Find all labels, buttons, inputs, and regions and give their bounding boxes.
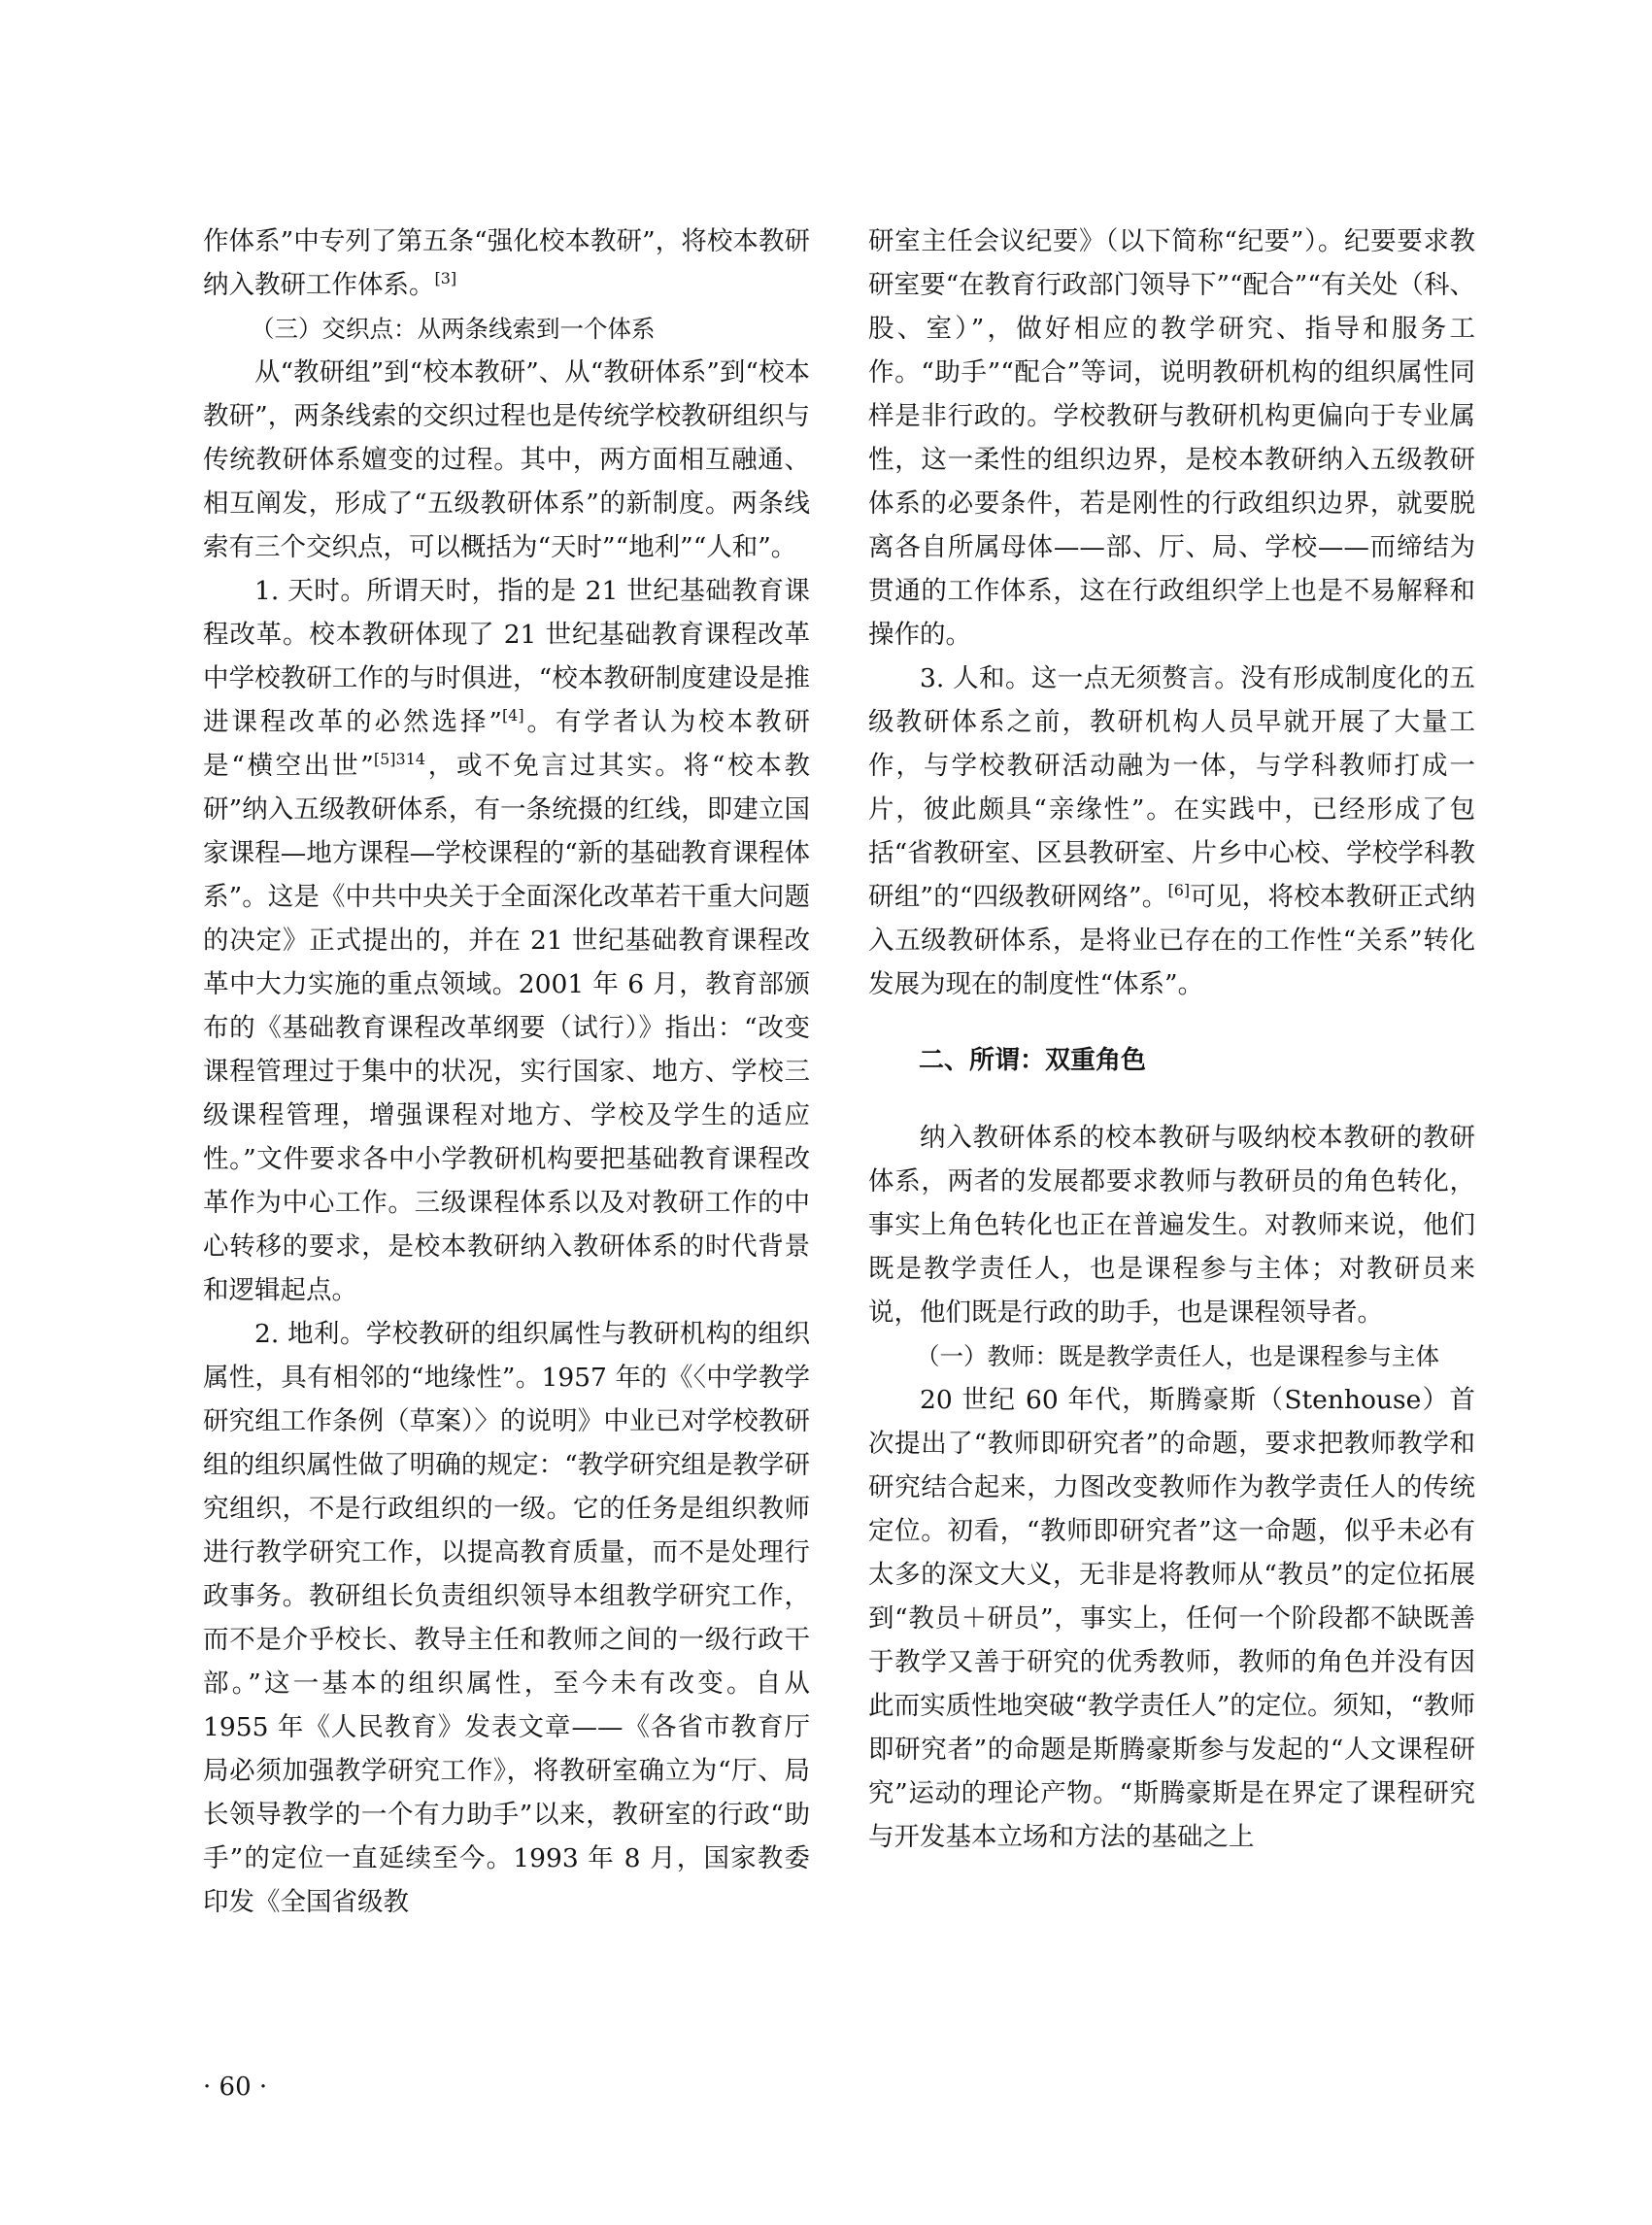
citation-ref: [3] [434,269,457,288]
page-number: · 60 · [203,2073,268,2102]
section-heading: 二、所谓：双重角色 [919,1046,1147,1075]
paragraph: 3. 人和。这一点无须赘言。没有形成制度化的五级教研体系之前，教研机构人员早就开展了大量工作，与学校教研活动融为一体，与学科教师打成一片，彼此颇具“亲缘性”。在实践中，已经形成了包括“省教研室、区县教研室、片乡中心校、学校学科教研组”的“四级教研网络”。[6]可见，将校本教研正式纳入五级教研体系，是将业已存在的工作性“关系”转化发展为现在的制度性“体系”。 [868,663,1475,999]
paragraph: 从“教研组”到“校本教研”、从“教研体系”到“校本教研”，两条线索的交织过程也是传统学校教研组织与传统教研体系嬗变的过程。其中，两方面相互融通、相互阐发，形成了“五级教研体系”的新制度。两条线索有三个交织点，可以概括为“天时”“地利”“人和”。 [203,357,810,562]
left-column [203,219,810,1924]
paragraph: 研室主任会议纪要》（以下简称“纪要”）。纪要要求教研室要“在教育行政部门领导下”“配合”“有关处（科、股、室）”，做好相应的教学研究、指导和服务工作。“助手”“配合”等词，说明教研机构的组织属性同样是非行政的。学校教研与教研机构更偏向于专业属性，这一柔性的组织边界，是校本教研纳入五级教研体系的必要条件，若是刚性的行政组织边界，就要脱离各自所属母体——部、厅、局、学校——而缔结为贯通的工作体系，这在行政组织学上也是不易解释和操作的。 [868,226,1475,650]
paragraph: 作体系”中专列了第五条“强化校本教研”，将校本教研纳入教研工作体系。[3] [203,226,810,300]
paragraph: 2. 地利。学校教研的组织属性与教研机构的组织属性，具有相邻的“地缘性”。1957 年的《〈中学教学研究组工作条例（草案）〉的说明》中业已对学校教研组的组织属性做了明确的规定：“教学研究组是教学研究组织，不是行政组织的一级。它的任务是组织教师进行教学研究工作，以提高教育质量，而不是处理行政事务。教研组长负责组织领导本组教学研究工作，而不是介乎校长、教导主任和教师之间的一级行政干部。”这一基本的组织属性，至今未有改变。自从 1955 年《人民教育》发表文章——《各省市教育厅局必须加强教学研究工作》，将教研室确立为“厅、局长领导教学的一个有力助手”以来，教研室的行政“助手”的定位一直延续至今。1993 年 8 月，国家教委印发《全国省级教 [203,1319,810,1917]
citation-ref: [6] [1167,881,1191,900]
subsection-heading: （三）交织点：从两条线索到一个体系 [251,315,656,343]
right-column [868,219,1475,1859]
paragraph: 1. 天时。所谓天时，指的是 21 世纪基础教育课程改革。校本教研体现了 21 世纪基础教育课程改革中学校教研工作的与时俱进，“校本教研制度建设是推进课程改革的必然选择”[4]。有学者认为校本教研是“横空出世”$^{[5]314}$，或不免言过其实。将“校本教研”纳入五级教研体系，有一条统摄的红线，即建立国家课程—地方课程—学校课程的“新的基础教育课程体系”。这是《中共中央关于全面深化改革若干重大问题的决定》正式提出的，并在 21 世纪基础教育课程改革中大力实施的重点领域。2001 年 6 月，教育部颁布的《基础教育课程改革纲要（试行）》指出：“改变课程管理过于集中的状况，实行国家、地方、学校三级课程管理，增强课程对地方、学校及学生的适应性。”文件要求各中小学教研机构要把基础教育课程改革作为中心工作。三级课程体系以及对教研工作的中心转移的要求，是校本教研纳入教研体系的时代背景和逻辑起点。 [203,576,810,1305]
paragraph: 20 世纪 60 年代，斯腾豪斯（Stenhouse）首次提出了“教师即研究者”的命题，要求把教师教学和研究结合起来，力图改变教师作为教学责任人的传统定位。初看，“教师即研究者”这一命题，似乎未必有太多的深文大义，无非是将教师从“教员”的定位拓展到“教员＋研员”，事实上，任何一个阶段都不缺既善于教学又善于研究的优秀教师，教师的角色并没有因此而实质性地突破“教学责任人”的定位。须知，“教师即研究者”的命题是斯腾豪斯参与发起的“人文课程研究”运动的理论产物。“斯腾豪斯是在界定了课程研究与开发基本立场和方法的基础之上 [868,1385,1475,1852]
citation-ref: [4] [501,706,524,725]
paragraph: 纳入教研体系的校本教研与吸纳校本教研的教研体系，两者的发展都要求教师与教研员的角色转化，事实上角色转化也正在普遍发生。对教师来说，他们既是教学责任人，也是课程参与主体；对教研员来说，他们既是行政的助手，也是课程领导者。 [868,1123,1475,1328]
citation-ref: [5]314 [373,750,426,769]
subsection-heading: （一）教师：既是教学责任人，也是课程参与主体 [916,1342,1439,1370]
